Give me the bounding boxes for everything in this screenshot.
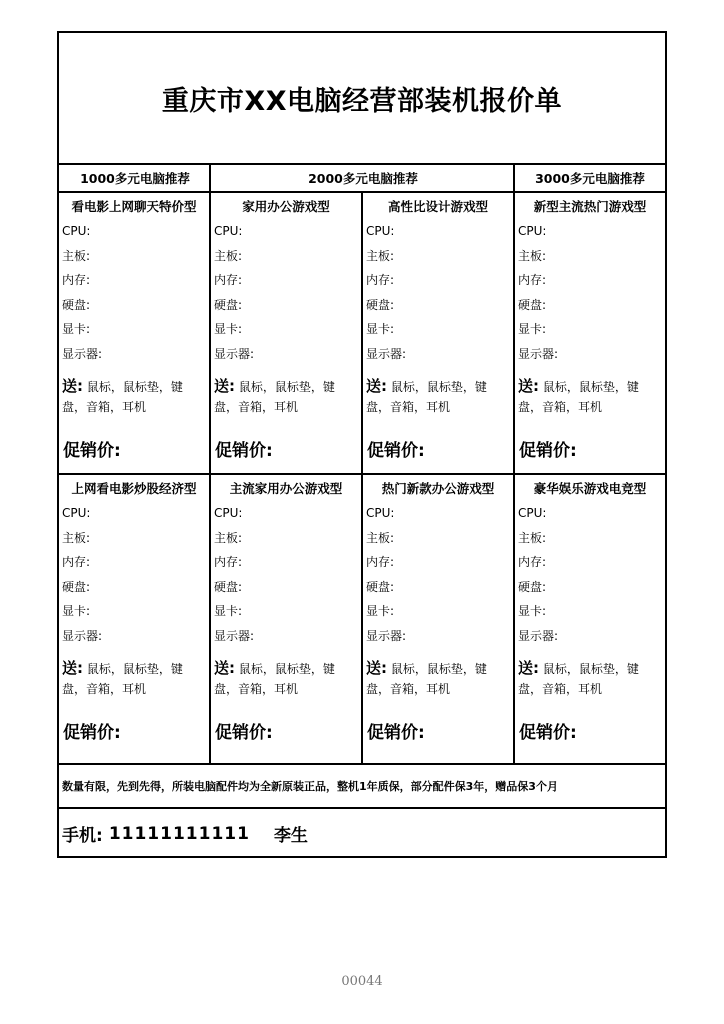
config-card: [59, 475, 209, 763]
spec-label: 内存:: [62, 273, 91, 287]
config-card: [363, 475, 513, 763]
gift-label: 送:: [214, 377, 235, 395]
gift-text: [214, 658, 354, 699]
spec-label: 内存:: [214, 555, 243, 569]
spec-label: 主板:: [366, 530, 395, 545]
spec-label: 内存:: [214, 273, 243, 287]
spec-label: CPU:: [214, 506, 243, 520]
promo-price-label: 促销价:: [367, 723, 425, 743]
spec-label: 硬盘:: [366, 297, 395, 312]
config-title: 新型主流热门游戏型: [533, 199, 647, 214]
spec-label: 内存:: [518, 555, 547, 569]
spec-label: 显示器:: [62, 628, 103, 643]
gift-label: 送:: [366, 659, 387, 677]
gift-text: [518, 376, 658, 417]
quote-sheet: [57, 31, 667, 858]
contact-phone: 11111111111: [108, 823, 250, 844]
promo-price-label: 促销价:: [519, 441, 577, 461]
spec-label: 主板:: [214, 248, 243, 263]
gift-label: 送:: [518, 377, 539, 395]
spec-label: 显卡:: [518, 322, 547, 336]
config-card: [59, 193, 209, 473]
gift-items: 鼠标，鼠标垫，键盘，音箱，耳机: [62, 380, 183, 414]
page-title: 重庆市XX电脑经营部装机报价单: [59, 33, 665, 165]
config-title: 豪华娱乐游戏电竞型: [533, 481, 647, 496]
promo-price-label: 促销价:: [215, 723, 273, 743]
spec-label: CPU:: [366, 506, 395, 520]
gift-text: [62, 658, 202, 699]
spec-label: CPU:: [518, 224, 547, 238]
spec-label: 显卡:: [366, 322, 395, 336]
spec-label: 主板:: [62, 248, 91, 263]
spec-label: CPU:: [62, 506, 91, 520]
gift-label: 送:: [62, 377, 83, 395]
spec-label: 硬盘:: [214, 297, 243, 312]
gift-label: 送:: [214, 659, 235, 677]
spec-label: 显示器:: [518, 346, 559, 361]
spec-label: 显示器:: [214, 346, 255, 361]
warranty-notice: 数量有限，先到先得，所装电脑配件均为全新原装正品，整机1年质保，部分配件保3年，赠品保3个月: [59, 763, 665, 809]
spec-label: 显示器:: [366, 628, 407, 643]
spec-label: 主板:: [214, 530, 243, 545]
config-title: 上网看电影炒股经济型: [71, 481, 197, 496]
spec-label: 硬盘:: [62, 579, 91, 594]
gift-items: 鼠标，鼠标垫，键盘，音箱，耳机: [214, 380, 335, 414]
promo-price-label: 促销价:: [519, 723, 577, 743]
gift-text: [62, 376, 202, 417]
config-card: [515, 475, 665, 763]
gift-text: [366, 376, 506, 417]
gift-items: 鼠标，鼠标垫，键盘，音箱，耳机: [366, 662, 487, 696]
contact-line: [59, 809, 665, 858]
tier-divider: [209, 165, 211, 193]
spec-label: 显卡:: [62, 322, 91, 336]
contact-label: 手机:: [62, 826, 103, 846]
gift-label: 送:: [62, 659, 83, 677]
config-title: 家用办公游戏型: [242, 199, 330, 214]
spec-label: CPU:: [62, 224, 91, 238]
gift-items: 鼠标，鼠标垫，键盘，音箱，耳机: [518, 380, 639, 414]
config-title: 看电影上网聊天特价型: [71, 199, 197, 214]
spec-label: 显示器:: [214, 628, 255, 643]
spec-label: 主板:: [518, 248, 547, 263]
spec-label: 硬盘:: [518, 297, 547, 312]
spec-label: 显卡:: [214, 604, 243, 618]
spec-label: 内存:: [366, 555, 395, 569]
config-title: 高性比设计游戏型: [387, 199, 488, 214]
spec-label: 硬盘:: [62, 297, 91, 312]
spec-label: 显示器:: [518, 628, 559, 643]
spec-label: 显卡:: [214, 322, 243, 336]
config-card: [211, 193, 361, 473]
gift-items: 鼠标，鼠标垫，键盘，音箱，耳机: [366, 380, 487, 414]
promo-price-label: 促销价:: [367, 441, 425, 461]
spec-label: 硬盘:: [214, 579, 243, 594]
spec-label: CPU:: [518, 506, 547, 520]
tier-header-2000: 2000多元电脑推荐: [308, 171, 418, 186]
spec-label: 主板:: [366, 248, 395, 263]
contact-person: 李生: [273, 826, 308, 846]
tier-header-1000: 1000多元电脑推荐: [80, 171, 190, 186]
config-card: [363, 193, 513, 473]
spec-label: 显卡:: [518, 604, 547, 618]
gift-label: 送:: [518, 659, 539, 677]
spec-label: 显示器:: [62, 346, 103, 361]
config-card: [211, 475, 361, 763]
tier-divider: [513, 165, 515, 193]
spec-label: 硬盘:: [518, 579, 547, 594]
spec-label: 显卡:: [366, 604, 395, 618]
spec-label: CPU:: [366, 224, 395, 238]
config-card: [515, 193, 665, 473]
spec-label: 内存:: [366, 273, 395, 287]
gift-text: [366, 658, 506, 699]
tier-header-row: [59, 165, 665, 193]
spec-label: 显卡:: [62, 604, 91, 618]
gift-items: 鼠标，鼠标垫，键盘，音箱，耳机: [62, 662, 183, 696]
spec-label: 内存:: [518, 273, 547, 287]
gift-text: [518, 658, 658, 699]
spec-label: 主板:: [518, 530, 547, 545]
config-title: 热门新款办公游戏型: [381, 481, 495, 496]
config-grid: [59, 193, 665, 763]
config-title: 主流家用办公游戏型: [229, 481, 343, 496]
spec-label: 主板:: [62, 530, 91, 545]
tier-header-3000: 3000多元电脑推荐: [535, 171, 645, 186]
gift-items: 鼠标，鼠标垫，键盘，音箱，耳机: [214, 662, 335, 696]
spec-label: 显示器:: [366, 346, 407, 361]
spec-label: 内存:: [62, 555, 91, 569]
spec-label: 硬盘:: [366, 579, 395, 594]
promo-price-label: 促销价:: [63, 441, 121, 461]
gift-text: [214, 376, 354, 417]
gift-label: 送:: [366, 377, 387, 395]
page-number: 00044: [341, 974, 383, 989]
gift-items: 鼠标，鼠标垫，键盘，音箱，耳机: [518, 662, 639, 696]
spec-label: CPU:: [214, 224, 243, 238]
promo-price-label: 促销价:: [63, 723, 121, 743]
promo-price-label: 促销价:: [215, 441, 273, 461]
